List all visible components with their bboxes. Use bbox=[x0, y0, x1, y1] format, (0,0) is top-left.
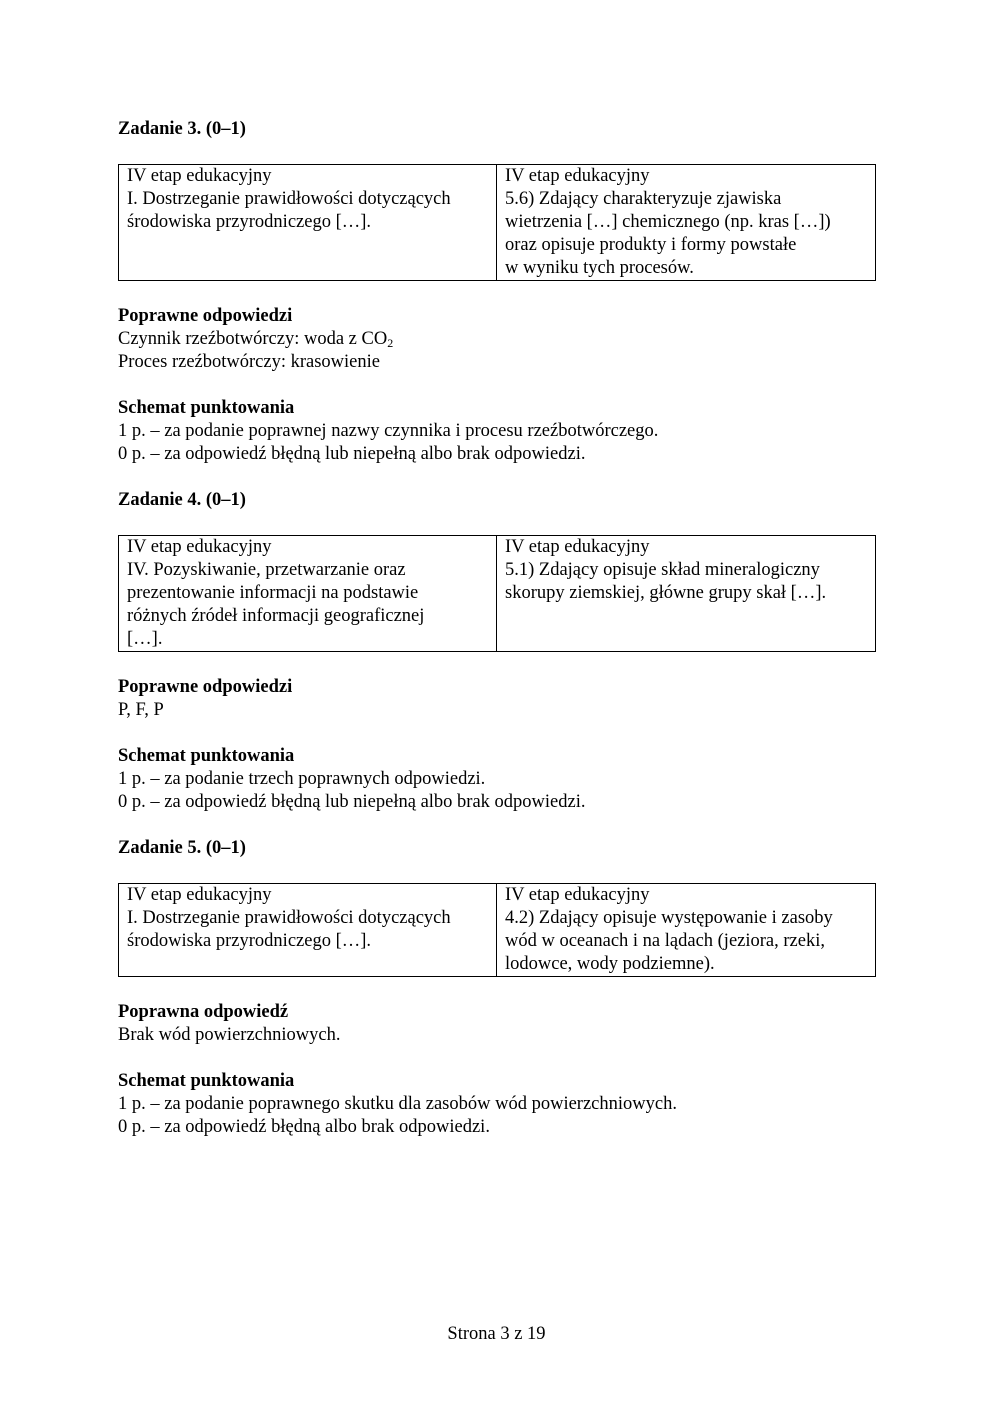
general-requirement-cell bbox=[119, 165, 497, 281]
table-line: IV etap edukacyjny bbox=[127, 885, 272, 905]
answer-text: Czynnik rzeźbotwórczy: woda z CO bbox=[118, 329, 388, 349]
requirements-table bbox=[118, 535, 876, 652]
scoring-line: 1 p. – za podanie trzech poprawnych odpowiedzi. bbox=[118, 769, 486, 789]
table-line: skorupy ziemskiej, główne grupy skał […]. bbox=[505, 583, 827, 603]
scoring-line: 1 p. – za podanie poprawnego skutku dla zasobów wód powierzchniowych. bbox=[118, 1094, 677, 1114]
answer-line: P, F, P bbox=[118, 700, 164, 720]
answers-heading: Poprawne odpowiedzi bbox=[118, 677, 293, 697]
scoring-scheme bbox=[118, 397, 875, 466]
answer-line: Proces rzeźbotwórczy: krasowienie bbox=[118, 352, 380, 372]
task-title: Zadanie 3. (0–1) bbox=[118, 119, 246, 139]
answer-line: Brak wód powierzchniowych. bbox=[118, 1025, 341, 1045]
table-line: 5.6) Zdający charakteryzuje zjawiska bbox=[505, 189, 782, 209]
table-line: IV etap edukacyjny bbox=[127, 537, 272, 557]
task-title: Zadanie 4. (0–1) bbox=[118, 490, 246, 510]
table-line: I. Dostrzeganie prawidłowości dotyczących bbox=[127, 189, 451, 209]
task-title: Zadanie 5. (0–1) bbox=[118, 838, 246, 858]
page-content bbox=[118, 118, 875, 1162]
task-3 bbox=[118, 118, 875, 466]
table-line bbox=[127, 257, 488, 280]
correct-answers bbox=[118, 676, 875, 722]
requirements-table bbox=[118, 883, 876, 977]
table-line: […]. bbox=[127, 629, 163, 649]
general-requirement-cell bbox=[119, 884, 497, 977]
answer-line bbox=[118, 328, 875, 351]
detailed-requirement-cell bbox=[497, 884, 876, 977]
table-line: wód w oceanach i na lądach (jeziora, rzeki, bbox=[505, 931, 825, 951]
answers-heading: Poprawne odpowiedzi bbox=[118, 306, 293, 326]
table-line: lodowce, wody podziemne). bbox=[505, 954, 715, 974]
answers-heading: Poprawna odpowiedź bbox=[118, 1002, 289, 1022]
scoring-line: 1 p. – za podanie poprawnej nazwy czynnika i procesu rzeźbotwórczego. bbox=[118, 421, 659, 441]
scoring-heading: Schemat punktowania bbox=[118, 1071, 295, 1091]
table-line bbox=[505, 628, 867, 651]
general-requirement-cell bbox=[119, 536, 497, 652]
correct-answers bbox=[118, 305, 875, 374]
table-line: IV etap edukacyjny bbox=[127, 166, 272, 186]
table-line bbox=[505, 605, 867, 628]
scoring-line: 0 p. – za odpowiedź błędną lub niepełną albo brak odpowiedzi. bbox=[118, 792, 586, 812]
table-line: IV etap edukacyjny bbox=[505, 166, 650, 186]
scoring-heading: Schemat punktowania bbox=[118, 398, 295, 418]
table-line bbox=[127, 234, 488, 257]
table-line: środowiska przyrodniczego […]. bbox=[127, 931, 372, 951]
scoring-line: 0 p. – za odpowiedź błędną lub niepełną albo brak odpowiedzi. bbox=[118, 444, 586, 464]
table-line: IV etap edukacyjny bbox=[505, 537, 650, 557]
table-line: I. Dostrzeganie prawidłowości dotyczących bbox=[127, 908, 451, 928]
table-line: 4.2) Zdający opisuje występowanie i zasoby bbox=[505, 908, 833, 928]
table-line: środowiska przyrodniczego […]. bbox=[127, 212, 372, 232]
scoring-scheme bbox=[118, 745, 875, 814]
page-number: Strona 3 z 19 bbox=[447, 1324, 546, 1344]
table-line: oraz opisuje produkty i formy powstałe bbox=[505, 235, 797, 255]
scoring-line: 0 p. – za odpowiedź błędną albo brak odpowiedzi. bbox=[118, 1117, 490, 1137]
table-line: IV etap edukacyjny bbox=[505, 885, 650, 905]
table-line: różnych źródeł informacji geograficznej bbox=[127, 606, 425, 626]
table-line: wietrzenia […] chemicznego (np. kras […]) bbox=[505, 212, 831, 232]
task-5 bbox=[118, 837, 875, 1139]
table-line: IV. Pozyskiwanie, przetwarzanie oraz bbox=[127, 560, 406, 580]
scoring-heading: Schemat punktowania bbox=[118, 746, 295, 766]
detailed-requirement-cell bbox=[497, 536, 876, 652]
table-line: prezentowanie informacji na podstawie bbox=[127, 583, 419, 603]
table-line bbox=[127, 953, 488, 976]
task-4 bbox=[118, 489, 875, 814]
detailed-requirement-cell bbox=[497, 165, 876, 281]
table-line: w wyniku tych procesów. bbox=[505, 258, 694, 278]
requirements-table bbox=[118, 164, 876, 281]
correct-answer bbox=[118, 1001, 875, 1047]
subscript: 2 bbox=[387, 336, 394, 350]
table-line: 5.1) Zdający opisuje skład mineralogiczny bbox=[505, 560, 820, 580]
scoring-scheme bbox=[118, 1070, 875, 1139]
